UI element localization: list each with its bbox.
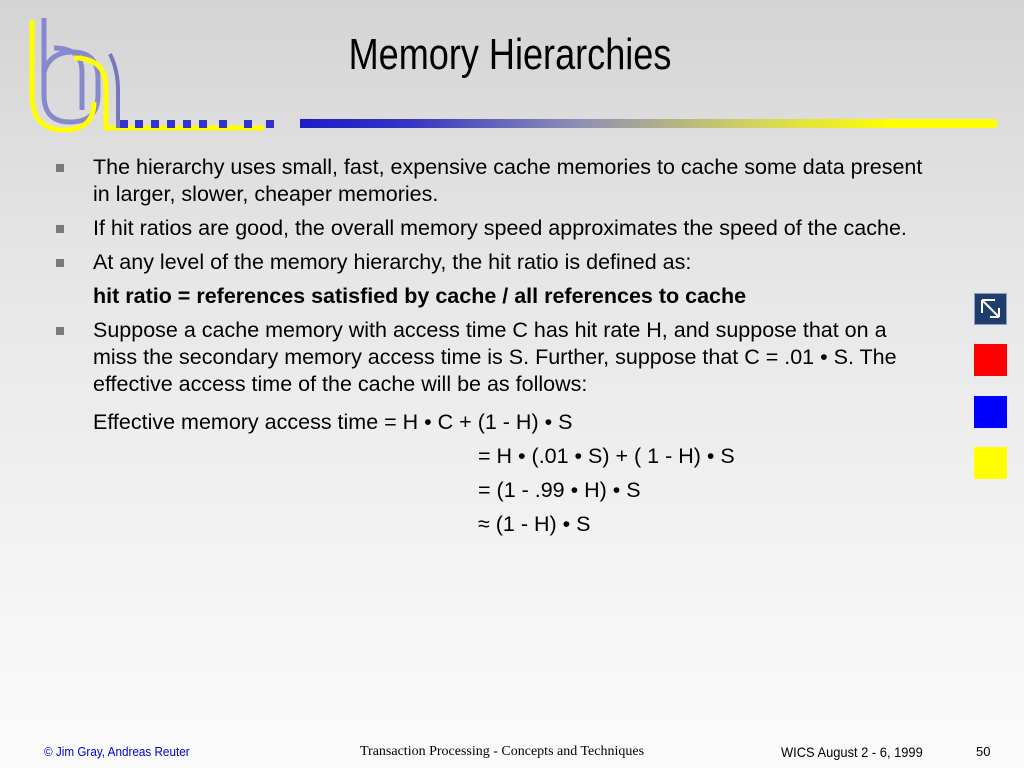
equation-line: ≈ (1 - H) • S <box>478 512 591 536</box>
bullet-text: Suppose a cache memory with access time C has hit rate H, and suppose that on a miss the secondary memory access time is S. Further, suppose that C = .01 • S. The effective access time of the cache will be as follows: <box>93 318 897 396</box>
bullet-item <box>56 154 936 208</box>
footer-course: Transaction Processing - Concepts and Techniques <box>360 744 645 759</box>
bullet-item <box>56 249 936 276</box>
hit-ratio-definition: hit ratio = references satisfied by cache / all references to cache <box>93 284 747 308</box>
square-bullet-icon <box>56 225 64 233</box>
logo <box>14 10 284 135</box>
title-rule <box>300 119 997 128</box>
page-number: 50 <box>976 744 991 759</box>
nav-yellow-button[interactable] <box>974 447 1007 479</box>
bullet-item <box>56 317 936 398</box>
exit-arrow-icon <box>975 294 1006 324</box>
equation-line: = (1 - .99 • H) • S <box>478 478 641 502</box>
equation-line: Effective memory access time = H • C + (1 - H) • S <box>93 410 573 434</box>
square-bullet-icon <box>56 164 64 172</box>
footer-event: WICS August 2 - 6, 1999 <box>781 744 923 760</box>
bullet-text: The hierarchy uses small, fast, expensive cache memories to cache some data present in larger, slower, cheaper memories. <box>93 155 923 206</box>
slide-body <box>56 154 936 541</box>
nav-blue-button[interactable] <box>974 396 1007 428</box>
square-bullet-icon <box>56 259 64 267</box>
slide-title: Memory Hierarchies <box>348 30 672 79</box>
equation-line: = H • (.01 • S) + ( 1 - H) • S <box>478 444 735 468</box>
nav-red-button[interactable] <box>974 344 1007 376</box>
footer-copyright: © Jim Gray, Andreas Reuter <box>44 744 190 759</box>
square-bullet-icon <box>56 327 64 335</box>
bullet-item <box>56 215 936 242</box>
bullet-text: If hit ratios are good, the overall memory speed approximates the speed of the cache. <box>93 216 907 240</box>
nav-exit-button[interactable] <box>974 293 1007 325</box>
bullet-text: At any level of the memory hierarchy, the hit ratio is defined as: <box>93 250 692 274</box>
